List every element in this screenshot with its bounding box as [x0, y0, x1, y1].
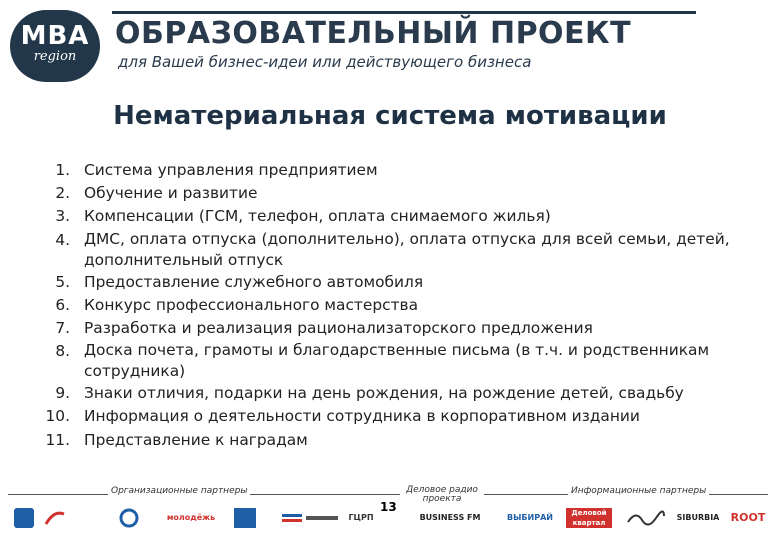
project-title: ОБРАЗОВАТЕЛЬНЫЙ ПРОЕКТ — [115, 16, 632, 51]
info-partners-label: Информационные партнеры — [568, 486, 709, 496]
partner-logo-business-fm: BUSINESS FM — [419, 513, 481, 522]
item-number: 10. — [45, 407, 70, 426]
partner-logo-siburbia: SIBURBIA — [676, 513, 720, 522]
item-number: 5. — [55, 272, 70, 291]
list-item — [40, 182, 740, 205]
item-number: 4. — [55, 230, 70, 249]
coat-of-arms-logo — [14, 508, 34, 528]
partner-logo-gcrp: ГЦРП — [348, 513, 374, 522]
item-number: 11. — [45, 430, 70, 449]
mba-region-logo — [10, 10, 100, 82]
partner-logo-vybiray: ВЫБИРАЙ — [507, 513, 553, 522]
list-item — [40, 340, 740, 382]
page-number: 13 — [380, 500, 397, 514]
partner-logo — [118, 508, 140, 528]
item-text: Обучение и развитие — [84, 184, 258, 203]
partner-logo-delovoy-kvartal: Деловой квартал — [566, 508, 612, 528]
list-item — [40, 271, 740, 294]
item-number: 3. — [55, 207, 70, 226]
item-number: 7. — [55, 319, 70, 338]
item-number: 8. — [55, 342, 70, 361]
partner-logo — [626, 508, 666, 528]
motivation-list — [40, 159, 740, 452]
org-partners-label: Организационные партнеры — [108, 486, 250, 496]
list-item — [40, 317, 740, 340]
list-item — [40, 205, 740, 228]
item-text: Предоставление служебного автомобиля — [84, 272, 424, 291]
list-item — [40, 429, 740, 452]
item-text: Знаки отличия, подарки на день рождения, на рождение детей, свадьбу — [84, 384, 684, 403]
slide-title: Нематериальная система мотивации — [113, 101, 667, 131]
item-text: ДМС, оплата отпуска (дополнительно), оплата отпуска для всей семьи, детей, дополнительный отпуск — [84, 229, 730, 269]
script-logo-icon — [626, 508, 666, 528]
list-item — [40, 159, 740, 182]
item-number: 6. — [55, 295, 70, 314]
header — [0, 0, 780, 90]
partners-footer — [0, 486, 780, 540]
logo-sub-text: region — [33, 49, 77, 64]
item-text: Компенсации (ГСМ, телефон, оплата снимаемого жилья) — [84, 207, 551, 226]
stripes-logo-icon — [280, 508, 340, 528]
list-item — [40, 294, 740, 317]
item-text: Представление к наградам — [84, 430, 308, 449]
header-rule — [112, 11, 696, 14]
item-text: Разработка и реализация рационализаторского предложения — [84, 319, 593, 338]
item-number: 1. — [55, 161, 70, 179]
logo-main-text: MBA — [20, 21, 90, 51]
radio-label: Деловое радио проекта — [400, 486, 484, 504]
item-number: 9. — [55, 384, 70, 403]
item-text: Система управления предприятием — [84, 161, 378, 179]
partner-logo-root: ROOT — [730, 511, 766, 524]
item-number: 2. — [55, 184, 70, 203]
partner-logo — [234, 508, 256, 528]
swoosh-logo-icon — [44, 508, 66, 528]
project-subtitle: для Вашей бизнес-идеи или действующего бизнеса — [118, 53, 532, 71]
circle-logo-icon — [118, 508, 140, 528]
item-text: Информация о деятельности сотрудника в корпоративном издании — [84, 407, 640, 426]
list-item — [40, 405, 740, 428]
partner-logo-molodezh: молодёжь — [166, 513, 216, 522]
item-text: Доска почета, грамоты и благодарственные письма (в т.ч. и родственникам сотрудника) — [84, 341, 710, 381]
item-text: Конкурс профессионального мастерства — [84, 295, 419, 314]
list-item — [40, 229, 740, 271]
partner-logo — [44, 508, 66, 528]
list-item — [40, 382, 740, 405]
partner-logo — [280, 508, 340, 528]
